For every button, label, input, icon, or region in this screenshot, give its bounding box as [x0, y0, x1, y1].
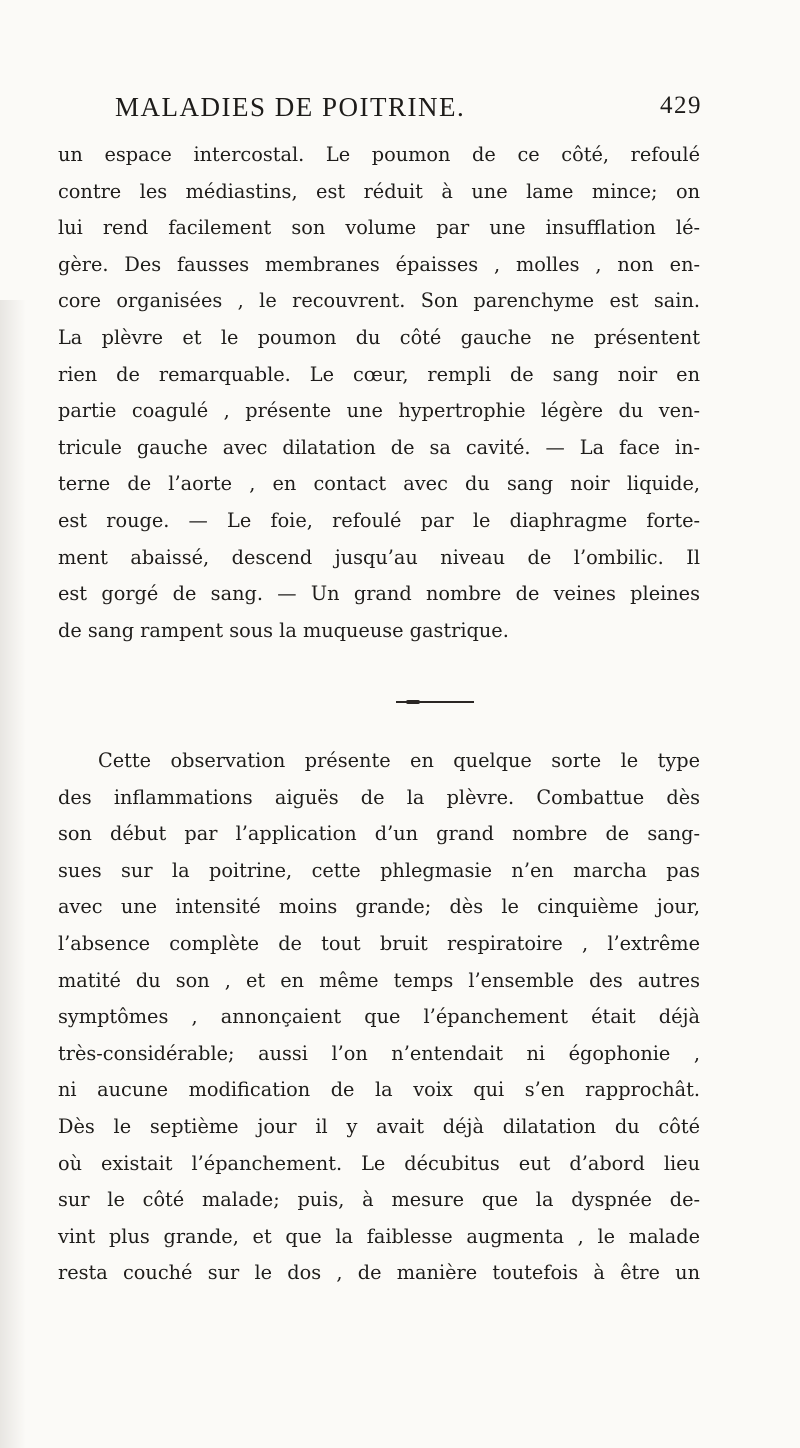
text-line: matité du son , et en même temps l’ensemble des autres	[58, 968, 700, 992]
text-line: ment abaissé, descend jusqu’au niveau de l’ombilic. Il	[58, 545, 700, 569]
text-line: Dès le septième jour il y avait déjà dilatation du côté	[58, 1114, 700, 1138]
text-line: ni aucune modification de la voix qui s’en rapprochât.	[58, 1078, 700, 1102]
text-line: est gorgé de sang. — Un grand nombre de veines pleines	[58, 582, 700, 606]
text-line: tricule gauche avec dilatation de sa cavité. — La face in-	[58, 435, 700, 459]
text-line: un espace intercostal. Le poumon de ce côté, refoulé	[58, 143, 700, 166]
text-line: des inflammations aiguës de la plèvre. Combattue dès	[58, 785, 700, 809]
text-line: gère. Des fausses membranes épaisses , molles , non en-	[58, 252, 700, 276]
text-line: de sang rampent sous la muqueuse gastrique.	[58, 618, 509, 642]
text-line: La plèvre et le poumon du côté gauche ne présentent	[58, 325, 700, 349]
page-number: 429	[660, 92, 702, 119]
text-line: resta couché sur le dos , de manière toutefois à être un	[58, 1261, 700, 1285]
text-line: l’absence complète de tout bruit respiratoire , l’extrême	[58, 931, 700, 955]
text-line: sur le côté malade; puis, à mesure que la dyspnée de-	[58, 1188, 700, 1212]
text-line: rien de remarquable. Le cœur, rempli de sang noir en	[58, 362, 700, 386]
text-line: vint plus grande, et que la faiblesse augmenta , le malade	[58, 1224, 700, 1248]
text-line: partie coagulé , présente une hypertrophie légère du ven-	[58, 399, 700, 423]
paragraph-commentary	[58, 743, 700, 1292]
text-line: symptômes , annonçaient que l’épanchement était déjà	[58, 1005, 700, 1029]
text-line: très-considérable; aussi l’on n’entendait ni égophonie ,	[58, 1041, 700, 1065]
text-line: lui rend facilement son volume par une insufflation lé-	[58, 216, 700, 240]
text-line: avec une intensité moins grande; dès le cinquième jour,	[58, 895, 700, 919]
paragraph-autopsy	[58, 137, 700, 649]
page-header	[115, 92, 702, 132]
gutter-shadow	[0, 300, 26, 1448]
section-divider-ornament	[396, 700, 474, 704]
divider-knot	[406, 700, 420, 704]
text-line: où existait l’épanchement. Le décubitus eut d’abord lieu	[58, 1151, 700, 1175]
text-line: est rouge. — Le foie, refoulé par le diaphragme forte-	[58, 508, 700, 532]
running-title: MALADIES DE POITRINE.	[115, 92, 466, 122]
text-line: son début par l’application d’un grand nombre de sang-	[58, 822, 700, 846]
text-line: terne de l’aorte , en contact avec du sang noir liquide,	[58, 472, 700, 496]
text-line: Cette observation présente en quelque sorte le type	[98, 749, 700, 772]
text-line: contre les médiastins, est réduit à une lame mince; on	[58, 179, 700, 203]
text-line: sues sur la poitrine, cette phlegmasie n’en marcha pas	[58, 858, 700, 882]
text-line: core organisées , le recouvrent. Son parenchyme est sain.	[58, 289, 700, 313]
